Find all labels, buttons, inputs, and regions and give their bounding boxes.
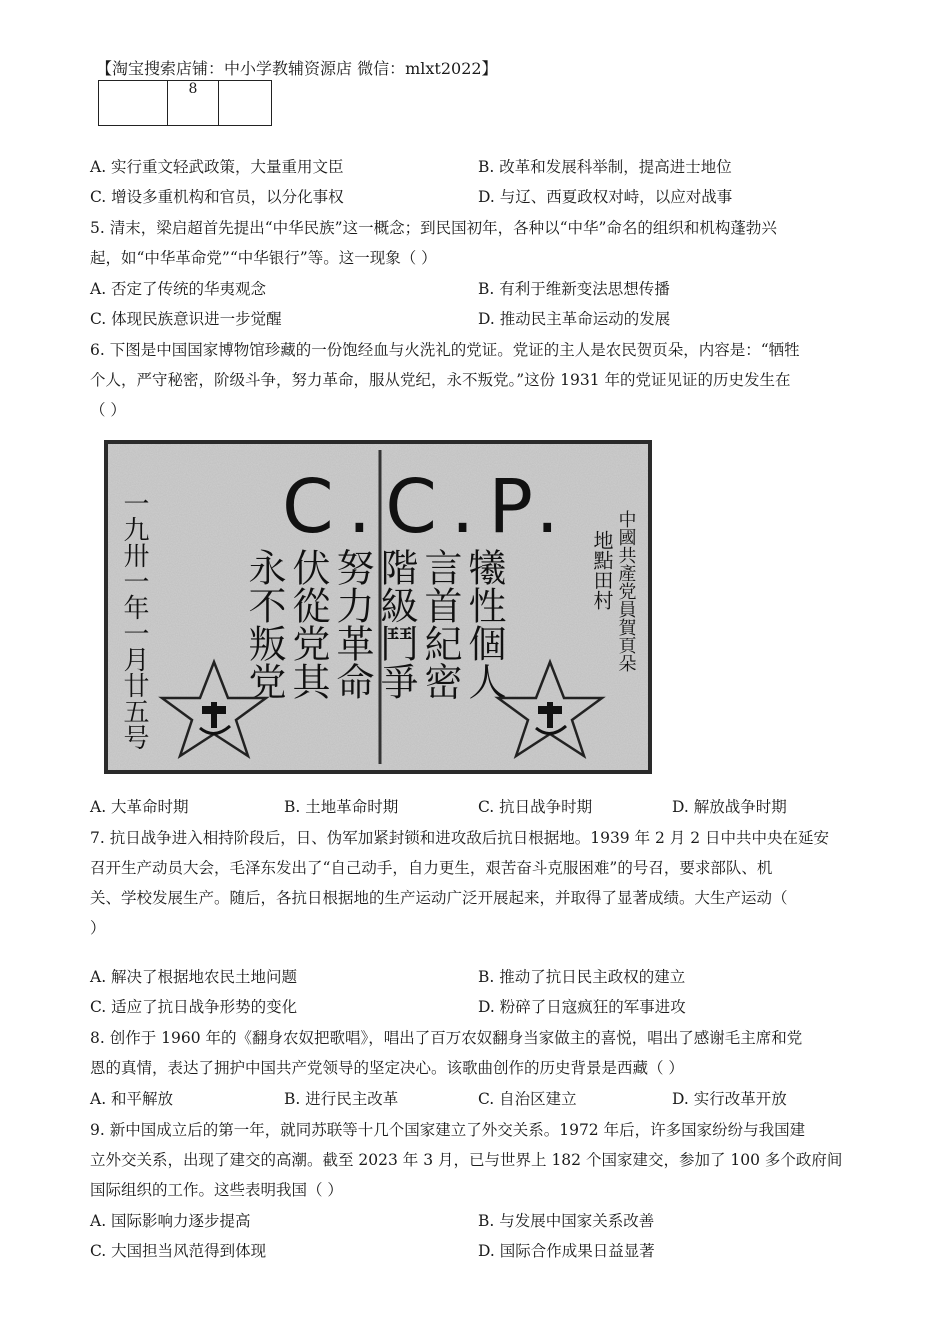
certificate-date: 一九卅一年一月廿五号 xyxy=(119,490,149,750)
certificate-column: 言首紀密 xyxy=(418,548,462,700)
q9-stem-line: 立外交关系，出现了建交的高潮。截至 2023 年 3 月，已与世界上 182 个国家建交，参加了 100 多个政府间 xyxy=(90,1151,843,1169)
q5-option-c: C. 体现民族意识进一步觉醒 xyxy=(90,310,282,328)
party-certificate-image xyxy=(104,440,652,774)
q5-stem-line: 5. 清末，梁启超首先提出“中华民族”这一概念；到民国初年，各种以“中华”命名的组织和机构蓬勃兴 xyxy=(90,219,777,237)
q9-option-d: D. 国际合作成果日益显著 xyxy=(478,1242,655,1260)
shop-header: 【淘宝搜索店铺：中小学教辅资源店 微信：mlxt2022】 xyxy=(96,59,498,78)
q6-stem-line: 个人，严守秘密，阶级斗争，努力革命，服从党纪，永不叛党。”这份 1931 年的党证见证的历史发生在 xyxy=(90,371,791,389)
q9-stem-line: 国际组织的工作。这些表明我国（ ） xyxy=(90,1181,343,1199)
certificate-column: 努力革命 xyxy=(330,548,374,700)
score-cell: 8 xyxy=(168,81,219,126)
q4-option-c: C. 增设多重机构和官员，以分化事权 xyxy=(90,188,344,206)
q6-option-d: D. 解放战争时期 xyxy=(672,798,787,816)
q5-option-b: B. 有利于维新变法思想传播 xyxy=(478,280,670,298)
q8-stem-line: 恩的真情，表达了拥护中国共产党领导的坚定决心。该歌曲创作的历史背景是西藏（ ） xyxy=(90,1059,684,1077)
q4-option-a: A. 实行重文轻武政策，大量重用文臣 xyxy=(90,158,344,176)
q8-option-a: A. 和平解放 xyxy=(90,1090,174,1108)
score-cell xyxy=(99,81,168,126)
q5-option-d: D. 推动民主革命运动的发展 xyxy=(478,310,671,328)
score-table xyxy=(98,80,272,126)
q7-stem-line: 7. 抗日战争进入相持阶段后，日、伪军加紧封锁和进攻敌后抗日根据地。1939 年 2 月 2 日中共中央在延安 xyxy=(90,829,830,847)
q5-option-a: A. 否定了传统的华夷观念 xyxy=(90,280,267,298)
q4-option-d: D. 与辽、西夏政权对峙，以应对战事 xyxy=(478,188,733,206)
q7-stem-line: ） xyxy=(90,919,106,937)
q8-option-b: B. 进行民主改革 xyxy=(284,1090,399,1108)
q7-option-d: D. 粉碎了日寇疯狂的军事进攻 xyxy=(478,998,686,1016)
q7-option-b: B. 推动了抗日民主政权的建立 xyxy=(478,968,686,986)
q7-stem-line: 召开生产动员大会，毛泽东发出了“自己动手，自力更生，艰苦奋斗克服困难”的号召，要求部队、机 xyxy=(90,859,773,877)
q9-option-a: A. 国际影响力逐步提高 xyxy=(90,1212,251,1230)
q4-option-b: B. 改革和发展科举制，提高进士地位 xyxy=(478,158,732,176)
q7-option-c: C. 适应了抗日战争形势的变化 xyxy=(90,998,298,1016)
q9-stem-line: 9. 新中国成立后的第一年，就同苏联等十几个国家建立了外交关系。1972 年后，许多国家纷纷与我国建 xyxy=(90,1121,806,1139)
q6-stem-line: （ ） xyxy=(90,401,126,419)
q7-option-a: A. 解决了根据地农民土地问题 xyxy=(90,968,298,986)
certificate-location: 地點田村 xyxy=(590,530,614,610)
q6-option-b: B. 土地革命时期 xyxy=(284,798,399,816)
score-cell xyxy=(219,81,272,126)
q8-stem-line: 8. 创作于 1960 年的《翻身农奴把歌唱》，唱出了百万农奴翻身当家做主的喜悦，唱出了感谢毛主席和党 xyxy=(90,1029,803,1047)
certificate-column: 伏從党其 xyxy=(286,548,330,700)
certificate-column: 犧性個人 xyxy=(462,548,506,700)
q6-option-a: A. 大革命时期 xyxy=(90,798,189,816)
q6-option-c: C. 抗日战争时期 xyxy=(478,798,593,816)
q9-option-c: C. 大国担当风范得到体现 xyxy=(90,1242,267,1260)
certificate-title: C.C.P. xyxy=(282,464,574,550)
q7-stem-line: 关、学校发展生产。随后，各抗日根据地的生产运动广泛开展起来，并取得了显著成绩。大生产运动（ xyxy=(90,889,788,907)
q8-option-d: D. 实行改革开放 xyxy=(672,1090,787,1108)
q5-stem-line: 起，如“中华革命党”“中华银行”等。这一现象（ ） xyxy=(90,249,437,267)
certificate-column: 階級鬥爭 xyxy=(374,548,418,700)
q8-option-c: C. 自治区建立 xyxy=(478,1090,577,1108)
certificate-owner: 中國共產党員賀頁朵 xyxy=(615,510,637,672)
q6-stem-line: 6. 下图是中国国家博物馆珍藏的一份饱经血与火洗礼的党证。党证的主人是农民贺页朵，内容是：“牺牲 xyxy=(90,341,800,359)
q9-option-b: B. 与发展中国家关系改善 xyxy=(478,1212,655,1230)
certificate-column: 永不叛党 xyxy=(242,548,286,700)
